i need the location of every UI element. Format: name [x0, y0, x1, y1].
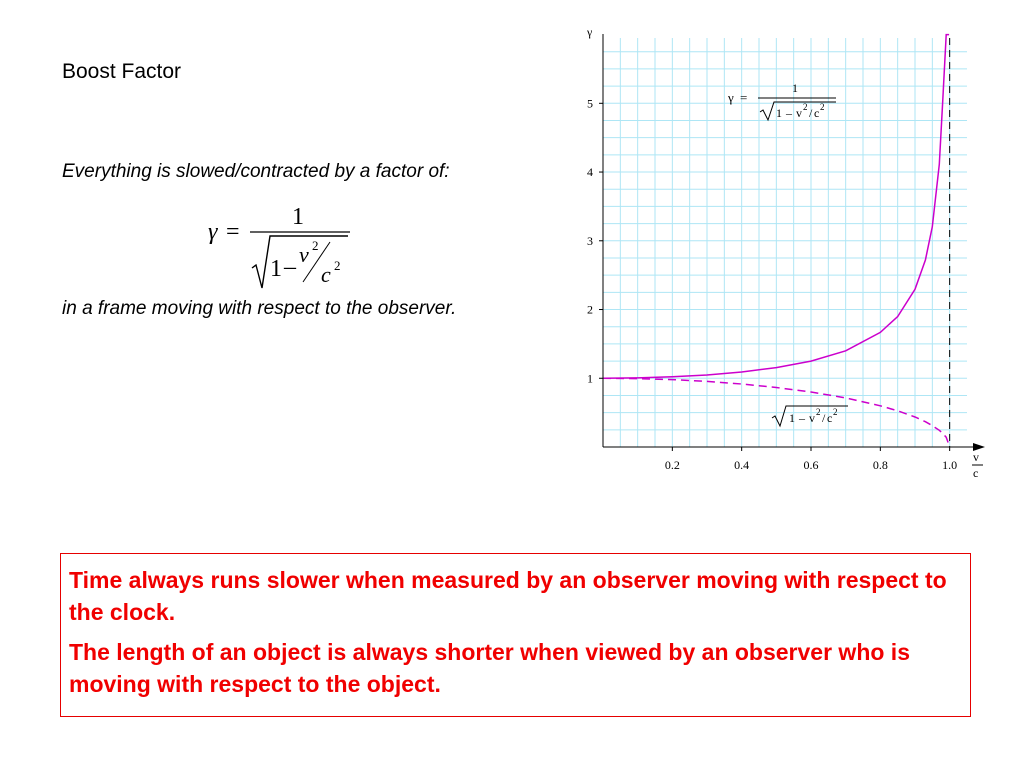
x-tick-label: 0.2 [664, 458, 680, 472]
summary-length-contraction: The length of an object is always shorter when viewed by an observer who is moving with respect to the object. [69, 639, 910, 697]
annotation-sqrt-slash: / [822, 411, 826, 425]
annotation-sqrt-one: 1 [789, 411, 795, 425]
x-tick-label: 0.4 [734, 458, 750, 472]
annotation-gamma-slash: / [809, 106, 813, 120]
formula-minus: – [284, 254, 296, 280]
gamma-formula [200, 196, 360, 291]
x-axis-label-den: c [973, 466, 979, 480]
y-axis-label: γ [587, 25, 593, 39]
formula-v-exp: 2 [312, 238, 319, 253]
formula-v: v [299, 242, 309, 267]
y-tick-label: 3 [587, 233, 593, 248]
annotation-gamma-c-exp: 2 [820, 102, 825, 112]
annotation-sqrt-c: c [827, 411, 833, 425]
annotation-gamma-one: 1 [776, 106, 782, 120]
x-axis-label-num: v [973, 450, 979, 464]
annotation-sqrt-v: v [809, 411, 815, 425]
summary-time-dilation: Time always runs slower when measured by an observer moving with respect to the clock. [69, 567, 947, 625]
formula-c: c [321, 262, 331, 287]
x-tick-label: 0.6 [803, 458, 819, 472]
chart-grid [603, 38, 967, 447]
boost-factor-chart [560, 20, 990, 495]
formula-c-exp: 2 [334, 258, 341, 273]
x-tick-label: 0.8 [872, 458, 888, 472]
annotation-gamma-minus: – [786, 106, 792, 120]
annotation-gamma-eq: = [740, 90, 748, 105]
x-tick-label: 1.0 [942, 458, 958, 472]
y-tick-label: 1 [587, 371, 593, 386]
frame-text: in a frame moving with respect to the observer. [62, 298, 457, 319]
annotation-sqrt-minus: – [799, 411, 805, 425]
annotation-sqrt-v-exp: 2 [816, 407, 821, 417]
y-tick-label: 4 [587, 165, 593, 180]
summary-box [60, 553, 971, 717]
annotation-gamma-num: 1 [792, 81, 798, 95]
annotation-gamma-c: c [814, 106, 820, 120]
intro-text: Everything is slowed/contracted by a factor of: [62, 161, 450, 182]
slide-title: Boost Factor [62, 60, 182, 83]
formula-one: 1 [270, 256, 282, 282]
annotation-gamma-v-exp: 2 [803, 102, 808, 112]
formula-gamma-symbol: γ [208, 219, 218, 245]
y-tick-label: 2 [587, 302, 593, 317]
chart-ticks [587, 96, 957, 472]
annotation-sqrt-c-exp: 2 [833, 407, 838, 417]
y-tick-label: 5 [587, 96, 593, 111]
gamma-annotation [727, 81, 836, 120]
formula-equals: = [226, 219, 240, 245]
annotation-gamma-lhs: γ [728, 90, 734, 105]
annotation-gamma-v: v [796, 106, 802, 120]
formula-numerator: 1 [292, 204, 304, 230]
sqrt-annotation [772, 406, 848, 426]
chart-axes [586, 25, 985, 480]
